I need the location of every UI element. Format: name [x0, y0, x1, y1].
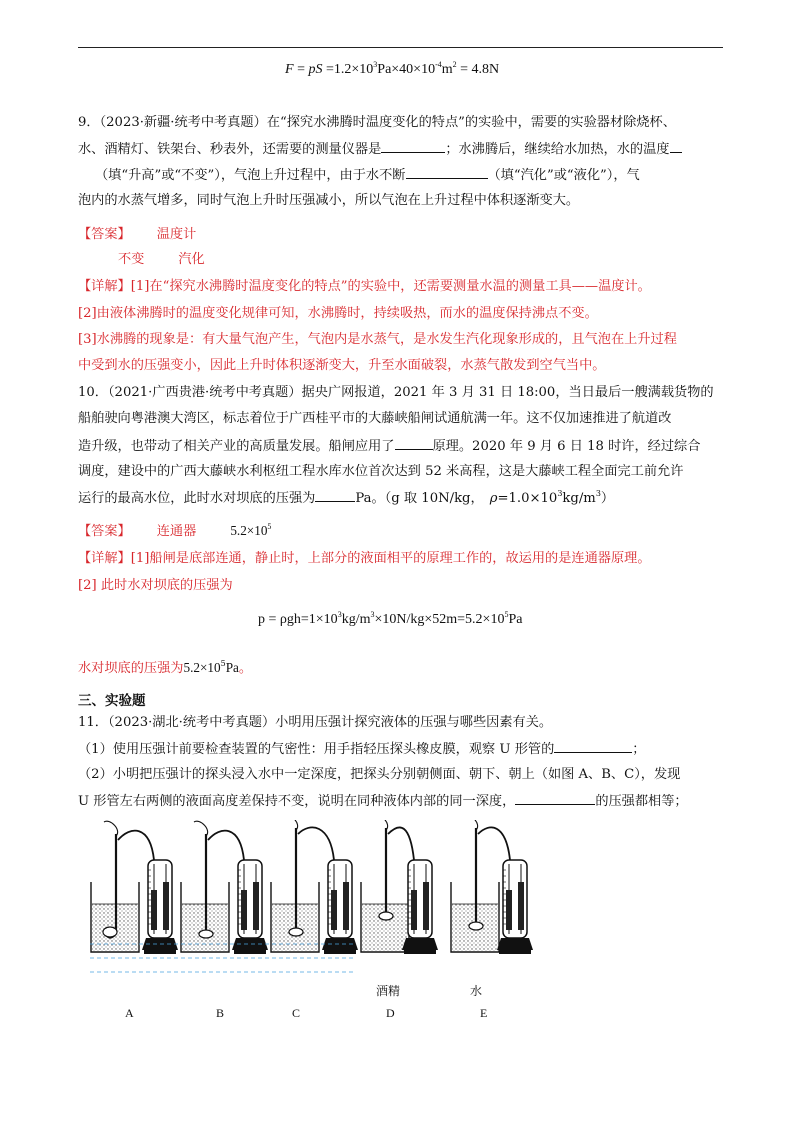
- figure-label-c: C: [292, 1006, 301, 1020]
- q9-blank-1: [381, 140, 445, 153]
- setup-c: [271, 820, 358, 954]
- q11-line1: 11．（2023·湖北·统考中考真题）小明用压强计探究液体的压强与哪些因素有关。: [78, 715, 553, 730]
- q9-line3: （填“升高”或“不变”），气泡上升过程中，由于水不断 （填“汽化”或“液化”），气: [95, 168, 640, 183]
- figure-label-b: B: [216, 1006, 225, 1020]
- q9-line4: 泡内的水蒸气增多，同时气泡上升时压强减小，所以气泡在上升过程中体积逐渐变大。: [78, 193, 580, 208]
- figure-label-e: E: [480, 1006, 488, 1020]
- q10-detail2: [2] 此时水对坝底的压强为: [78, 578, 233, 593]
- figure-liquid-d: 酒精: [376, 984, 401, 998]
- q10-detail1: 【详解】[1]船闸是底部连通，静止时，上部分的液面相平的原理工作的，故运用的是连通器原理。: [78, 551, 651, 566]
- formula-pressure-force: F = pS $=1.2\times 10^3Pa\times 40\times 10^{-4}m^2 = 4.8N$: [285, 60, 500, 77]
- pressure-gauge-figure: [70, 820, 540, 985]
- q9-answer-2: 不变: [118, 252, 145, 267]
- q9-answer-1: 温度计: [156, 227, 197, 242]
- figure-label-a: A: [125, 1006, 134, 1020]
- q10-answer-1: 连通器: [156, 524, 197, 539]
- setup-b: [181, 821, 268, 954]
- q11-line2: （1）使用压强计前要检查装置的气密性：用手指轻压探头橡皮膜，观察 U 形管的 ；: [78, 742, 646, 757]
- q9-detail4: 中受到水的压强变小，因此上升时体积逐渐变大，升至水面破裂，水蒸气散发到空气当中。: [78, 358, 606, 373]
- q11-blank-2: [515, 792, 595, 805]
- q9-answer-row: 【答案】 温度计: [78, 227, 197, 242]
- q10-answer-2: $5.2\times 10^5$: [230, 522, 272, 538]
- q9-detail2: [2]由液体沸腾时的温度变化规律可知，水沸腾时，持续吸热，而水的温度保持沸点不变。: [78, 306, 598, 321]
- setup-d: [361, 820, 438, 954]
- q9-detail3: [3]水沸腾的现象是：有大量气泡产生，气泡内是水蒸气，是水发生汽化现象形成的，且气泡在上升过程: [78, 332, 677, 347]
- q9-line1: 9．（2023·新疆·统考中考真题）在“探究水沸腾时温度变化的特点”的实验中，需要的实验器材除烧杯、: [78, 115, 676, 130]
- q10-line3: 造升级，也带动了相关产业的高质量发展。船闸应用了 原理。2020 年 9 月 6 日 18 时许，经过综合: [78, 439, 701, 454]
- q10-line5: 运行的最高水位，此时水对坝底的压强为 Pa。（g 取 10N/kg， $\rho=1.0\times 10^3kg/m^3$）: [78, 489, 615, 506]
- setup-e: [451, 820, 533, 954]
- q9-answer-row2: [118, 251, 205, 269]
- q9-detail1: 【详解】[1]在“探究水沸腾时温度变化的特点”的实验中，还需要测量水温的测量工具——温度计。: [78, 279, 651, 294]
- q10-blank-2: [315, 489, 355, 502]
- q9-answer-3: 汽化: [178, 252, 205, 267]
- q9-blank-3: [406, 166, 488, 179]
- q10-line4: 调度，建设中的广西大藤峡水利枢纽工程水库水位首次达到 52 米高程，这是大藤峡工程全面完工前允许: [78, 464, 684, 479]
- section-title: 三、实验题: [78, 693, 146, 709]
- q10-line2: 船舶驶向粤港澳大湾区，标志着位于广西桂平市的大藤峡船闸试通航满一年。这不仅加速推进了航道改: [78, 411, 672, 426]
- header-rule: [78, 47, 723, 48]
- q11-line4: U 形管左右两侧的液面高度差保持不变，说明在同种液体内部的同一深度， 的压强都相等；: [78, 794, 688, 809]
- q10-answer-row: 【答案】 连通器 $5.2\times 10^5$: [78, 522, 272, 539]
- figure-label-d: D: [386, 1006, 395, 1020]
- formula-water-pressure: $p = \rho gh=1\times 10^3kg/m^3\times 10N/kg\times 52m=5.2\times 10^5Pa$: [258, 610, 523, 627]
- q9-line2: 水、酒精灯、铁架台、秒表外，还需要的测量仪器是 ；水沸腾后，继续给水加热，水的温度: [78, 140, 682, 159]
- q11-blank-1: [554, 740, 632, 753]
- q10-blank-1: [395, 437, 433, 450]
- figure-liquid-e: 水: [470, 984, 483, 998]
- q9-blank-2: [670, 140, 682, 153]
- q10-line1: 10．（2021·广西贵港·统考中考真题）据央广网报道，2021 年 3 月 31 日 18:00，当日最后一艘满载货物的: [78, 385, 714, 400]
- setup-a: [91, 821, 178, 954]
- q11-line3: （2）小明把压强计的探头浸入水中一定深度，把探头分别朝侧面、朝下、朝上（如图 A、B、C），发现: [78, 767, 681, 782]
- q10-conclusion: 水对坝底的压强为$5.2\times 10^5Pa$。: [78, 659, 253, 676]
